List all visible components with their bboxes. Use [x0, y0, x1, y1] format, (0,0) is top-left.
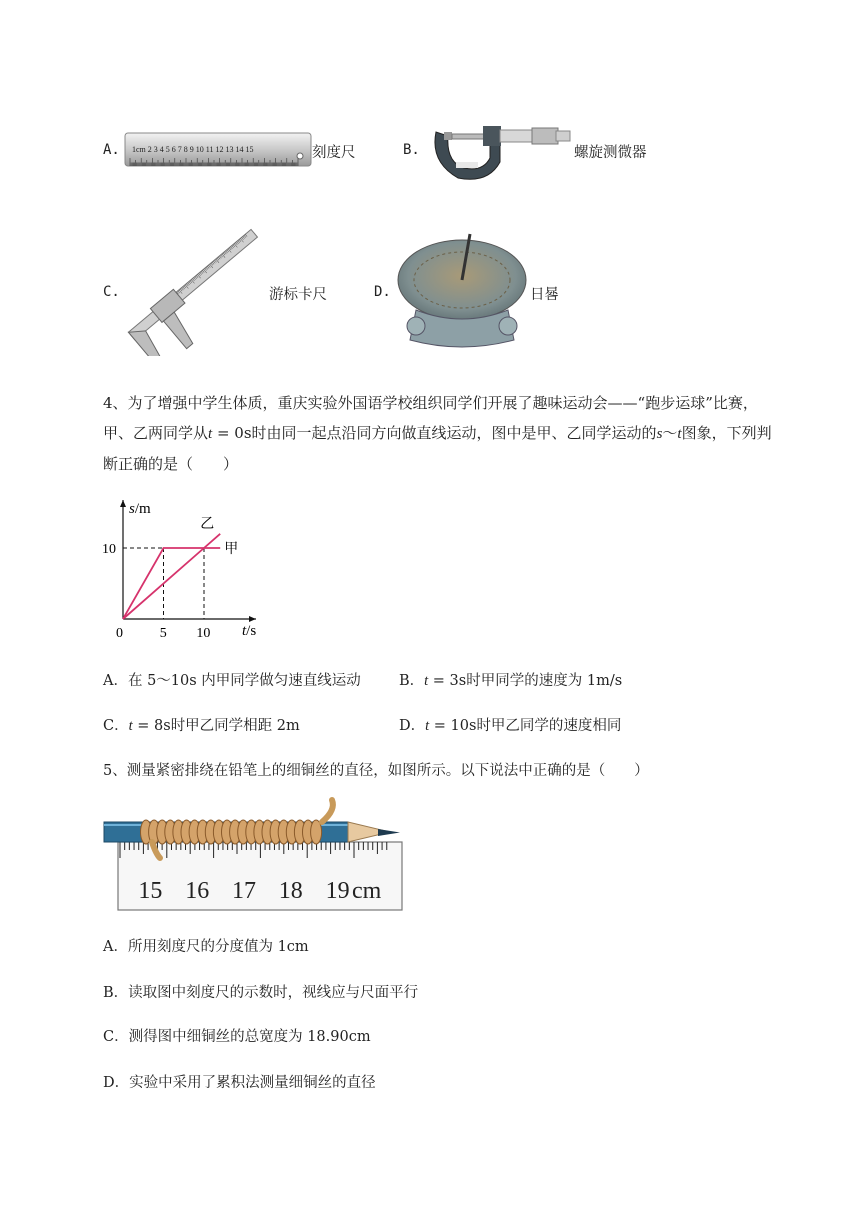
q4-option-b — [399, 669, 622, 690]
q4-line2-a: 甲、乙两同学从 — [103, 424, 209, 442]
q4-option-c-label: C． — [103, 718, 129, 734]
q4-line1: 为了增强中学生体质，重庆实验外国语学校组织同学们开展了趣味运动会——“跑步运球”比赛， — [127, 394, 758, 412]
option-c-label: C. — [103, 284, 120, 300]
series-line-yi — [123, 534, 220, 619]
q4-option-d-label: D． — [399, 718, 426, 734]
q4-line2-c: 图象，下列判 — [681, 424, 772, 442]
q4-option-c-eq: = 8s — [132, 718, 171, 734]
ruler-image — [124, 132, 312, 168]
q4-option-c — [103, 714, 300, 735]
ruler-label-16: 16 — [185, 878, 210, 904]
series-label-jia: 甲 — [224, 542, 239, 557]
series-line-jia — [123, 548, 220, 619]
y-axis-arrow — [120, 500, 126, 507]
q4-option-d-var: t — [425, 718, 430, 734]
q4-line2-b: 时由同一起点沿同方向做直线运动，图中是甲、乙同学运动的 — [251, 424, 657, 442]
ruler-label-18: 18 — [278, 878, 303, 904]
y-axis-label: s/m — [129, 501, 151, 517]
ruler-label-17: 17 — [232, 878, 256, 904]
q4-option-b-eq: = 3s — [428, 673, 467, 689]
copper-wire-coil — [141, 820, 322, 844]
q5-option-d: D．实验中采用了累积法测量细铜丝的直径 — [103, 1075, 376, 1091]
q4-var-t2: t — [677, 426, 682, 442]
q4-var-t: t — [208, 426, 213, 442]
ruler-label-19: 19 — [325, 878, 350, 904]
x-tick-0: 0 — [116, 626, 123, 641]
x-tick-10: 10 — [196, 626, 211, 641]
question-5-text — [103, 759, 649, 780]
q4-option-c-rest: 时甲乙同学相距 2m — [170, 718, 300, 734]
q4-option-d-rest: 时甲乙同学的速度相同 — [476, 718, 622, 734]
sundial-image — [396, 232, 528, 354]
q4-option-b-rest: 时甲同学的速度为 1m/s — [466, 673, 623, 689]
micrometer-image — [428, 122, 573, 184]
q4-eq: = 0s — [212, 424, 252, 442]
q4-option-d-eq: = 10s — [429, 718, 477, 734]
ruler-unit-label: cm — [352, 878, 382, 904]
q5-stem: 测量紧密排绕在铅笔上的细铜丝的直径，如图所示。以下说法中正确的是（ ） — [126, 763, 649, 779]
st-graph — [98, 492, 268, 642]
option-a-label: A. — [103, 142, 120, 158]
q4-tilde: ～ — [662, 424, 678, 442]
x-axis-label: t/s — [242, 623, 257, 639]
ruler-ticks-text: 1cm 2 3 4 5 6 7 8 9 10 11 12 13 14 15 — [132, 145, 254, 154]
q4-var-s: s — [656, 426, 663, 442]
q4-number: 4、 — [103, 394, 128, 412]
q4-option-c-var: t — [128, 718, 133, 734]
ruler-label-15: 15 — [138, 878, 163, 904]
q5-option-b: B．读取图中刻度尺的示数时，视线应与尺面平行 — [103, 985, 419, 1001]
x-tick-5: 5 — [159, 626, 167, 641]
option-d-caption: 日晷 — [530, 287, 559, 303]
option-b-label: B. — [403, 142, 420, 158]
caliper-image — [124, 222, 264, 356]
x-axis-arrow — [249, 616, 256, 622]
series-label-yi: 乙 — [200, 516, 215, 532]
q4-option-a: A．在 5～10s 内甲同学做匀速直线运动 — [103, 673, 361, 689]
q4-option-d — [399, 714, 621, 735]
y-tick-10: 10 — [102, 542, 116, 557]
q5-option-c: C．测得图中细铜丝的总宽度为 18.90cm — [103, 1029, 371, 1045]
q5-number: 5、 — [103, 763, 127, 779]
q5-option-a: A．所用刻度尺的分度值为 1cm — [103, 939, 309, 955]
option-b-caption: 螺旋测微器 — [574, 145, 647, 161]
pencil-ruler-image — [100, 796, 405, 914]
option-d-label: D. — [374, 284, 391, 300]
q4-option-b-label: B． — [399, 673, 425, 689]
q4-option-b-var: t — [424, 673, 429, 689]
question-4-text — [103, 388, 823, 479]
q4-line3: 断正确的是（ ） — [103, 455, 239, 473]
option-c-caption: 游标卡尺 — [269, 287, 327, 303]
option-a-caption: 刻度尺 — [312, 145, 356, 161]
